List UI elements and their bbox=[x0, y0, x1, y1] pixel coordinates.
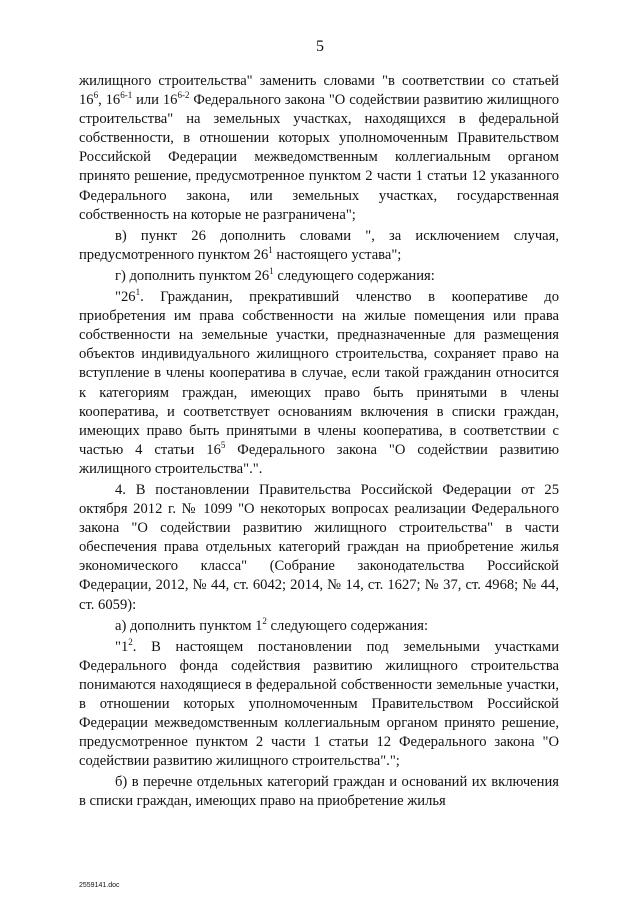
paragraph bbox=[79, 288, 559, 479]
paragraph bbox=[79, 72, 559, 225]
text-run: Федерального закона "О содействии развитию жилищного строительства".". bbox=[79, 441, 560, 477]
text-run: г) дополнить пунктом 26 bbox=[115, 267, 270, 284]
text-run: следующего содержания: bbox=[266, 617, 429, 634]
text-run: "1 bbox=[115, 638, 129, 655]
text-run: а) дополнить пунктом 1 bbox=[115, 617, 263, 634]
superscript-index: 1 bbox=[268, 244, 273, 255]
text-run: "26 bbox=[115, 289, 136, 306]
superscript-index: 2 bbox=[262, 615, 267, 626]
paragraph bbox=[79, 617, 559, 636]
text-run: 4. В постановлении Правительства Российской Федерации от 25 октября 2012 г. № 1099 "О некоторых вопросах реализации Федерального закона "О содействии развитию жилищного строительства" в части обеспечения права отдельных категорий граждан на приобретение жилья экономического класса" (Собрание законодательства Российской Федерации, 2012, № 44, ст. 6042; 2014, № 14, ст. 1627; № 37, ст. 4968; № 44, ст. 6059): bbox=[79, 481, 559, 613]
paragraph bbox=[79, 773, 559, 811]
text-run: настоящего устава"; bbox=[272, 246, 402, 263]
paragraph bbox=[79, 267, 559, 286]
superscript-index: 6-1 bbox=[120, 90, 133, 101]
superscript-index: 2 bbox=[128, 636, 133, 647]
text-run: в) пункт 26 дополнить словами ", за исключением случая, предусмотренного пунктом 26 bbox=[79, 227, 559, 263]
paragraph bbox=[79, 481, 559, 615]
paragraph bbox=[79, 638, 559, 772]
text-run: следующего содержания: bbox=[273, 267, 435, 284]
superscript-index: 6 bbox=[93, 90, 99, 101]
text-run: . Гражданин, прекративший членство в кооперативе до приобретения им права собственности на жилые помещения или права собственности на земельные участки, предназначенные для размещения объектов индивидуального жилищного строительства, сохраняет право на вступление в члены кооператива в случае, если такой гражданин относится к категориям граждан, имеющих право быть принятыми в члены кооператива, и соответствует основаниям включения в списки граждан, имеющих право быть принятыми в члены кооператива, в соответствии с частью 4 статьи 16 bbox=[79, 289, 559, 458]
superscript-index: 1 bbox=[135, 287, 141, 298]
text-run: б) в перечне отдельных категорий граждан и оснований их включения в списки граждан, имеющих право на приобретение жилья bbox=[79, 774, 559, 810]
superscript-index: 6-2 bbox=[177, 90, 190, 101]
text-run: . В настоящем постановлении под земельными участками Федерального фонда содействия развитию жилищного строительства понимаются находящиеся в федеральной собственности земельные участки, в отношении которых уполномоченным Правительством Российской Федерации межведомственным коллегиальным органом принято решение, предусмотренное пунктом 2 части 1 статьи 12 Федерального закона "О содействии развитию жилищного строительства"."; bbox=[79, 638, 559, 770]
paragraph bbox=[79, 227, 559, 265]
superscript-index: 1 bbox=[269, 265, 274, 276]
superscript-index: 5 bbox=[220, 439, 226, 450]
text-run: или 16 bbox=[132, 92, 178, 109]
page-number: 5 bbox=[316, 38, 324, 55]
text-run: жилищного строительства" заменить словами "в соответствии со статьей 16 bbox=[79, 73, 559, 109]
text-run: , 16 bbox=[98, 92, 121, 109]
document-body bbox=[79, 72, 559, 812]
document-file-id: 2559141.doc bbox=[79, 882, 120, 889]
text-run: Федерального закона "О содействии развитию жилищного строительства" на земельных участках, находящихся в федеральной собственности, в отношении которых уполномоченным Правительством Российской Федерации межведомственным коллегиальным органом принято решение, предусмотренное пунктом 2 части 1 статьи 12 указанного Федерального закона, или земельных участках, государственная собственность на которые не разграничена"; bbox=[79, 92, 559, 223]
